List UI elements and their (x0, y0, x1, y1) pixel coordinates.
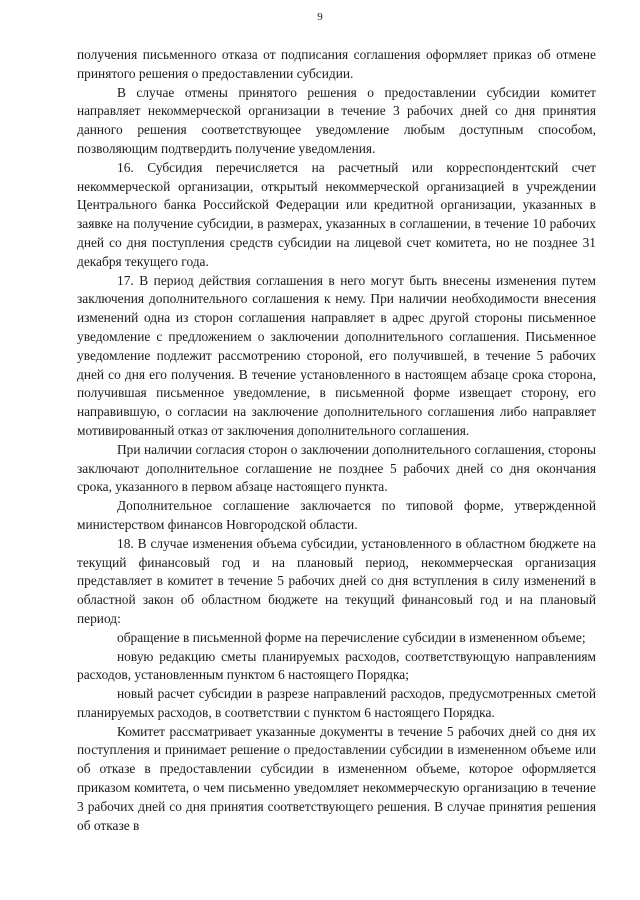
paragraph-committee-review: Комитет рассматривает указанные документы в течение 5 рабочих дней со дня их поступления и принимает решение о предоставлении субсидии в измененном объеме или об отказе в предоставлении субсидии в измененном объеме, которое оформляется приказом комитета, о чем письменно уведомляет некоммерческую организацию в течение 3 рабочих дней со дня принятия соответствующего решения. В случае принятия решения об отказе в (77, 723, 596, 833)
paragraph-list-item-request: обращение в письменной форме на перечисление субсидии в измененном объеме; (117, 629, 586, 645)
page-number: 9 (317, 11, 323, 23)
paragraph-clause-16: 16. Субсидия перечисляется на расчетный или корреспондентский счет некоммерческой организации, открытый некоммерческой организацией в учреждении Центрального банка Российской Федерации или кредитной организации, указанных в заявке на получение субсидии, в размерах, указанных в соглашении, в течение 10 рабочих дней со дня поступления средств субсидии на лицевой счет комитета, но не позднее 31 декабря текущего года. (77, 159, 596, 269)
paragraph-additional-agreement-form: Дополнительное соглашение заключается по типовой форме, утвержденной министерством финансов Новгородской области. (77, 498, 596, 532)
paragraph-clause-17: 17. В период действия соглашения в него могут быть внесены изменения путем заключения дополнительного соглашения к нему. При наличии необходимости внесения изменений одна из сторон соглашения направляет в адрес другой стороны письменное уведомление с предложением о заключении дополнительного соглашения. Письменное уведомление подлежит рассмотрению стороной, его получившей, в течение 5 рабочих дней со дня его получения. В течение установленного в настоящем абзаце срока сторона, получившая письменное уведомление, в письменной форме извещает сторону, его направившую, о согласии на заключение дополнительного соглашения либо направляет мотивированный отказ от заключения дополнительного соглашения. (77, 272, 596, 438)
paragraph-continuation: получения письменного отказа от подписания соглашения оформляет приказ об отмене принятого решения о предоставлении субсидии. (77, 47, 596, 81)
paragraph-list-item-calculation: новый расчет субсидии в разрезе направлений расходов, предусмотренных сметой планируемых расходов, в соответствии с пунктом 6 настоящего Порядка. (77, 686, 596, 720)
paragraph-clause-18: 18. В случае изменения объема субсидии, установленного в областном бюджете на текущий финансовый год и на плановый период, некоммерческая организация представляет в комитет в течение 5 рабочих дней со дня вступления в силу изменений в областной закон об областном бюджете на текущий финансовый год и на плановый период: (77, 535, 596, 626)
document-body (77, 46, 596, 835)
paragraph-list-item-estimate: новую редакцию сметы планируемых расходов, соответствующую направлениям расходов, установленным пунктом 6 настоящего Порядка; (77, 648, 596, 683)
paragraph-subsidy-cancellation-notice: В случае отмены принятого решения о предоставлении субсидии комитет направляет некоммерческой организации в течение 3 рабочих дней со дня принятия данного решения соответствующее уведомление любым доступным способом, позволяющим подтвердить получение уведомления. (77, 84, 596, 156)
paragraph-additional-agreement-consent: При наличии согласия сторон о заключении дополнительного соглашения, стороны заключают дополнительное соглашение не позднее 5 рабочих дней со дня окончания срока, указанного в первом абзаце настоящего пункта. (77, 441, 596, 495)
